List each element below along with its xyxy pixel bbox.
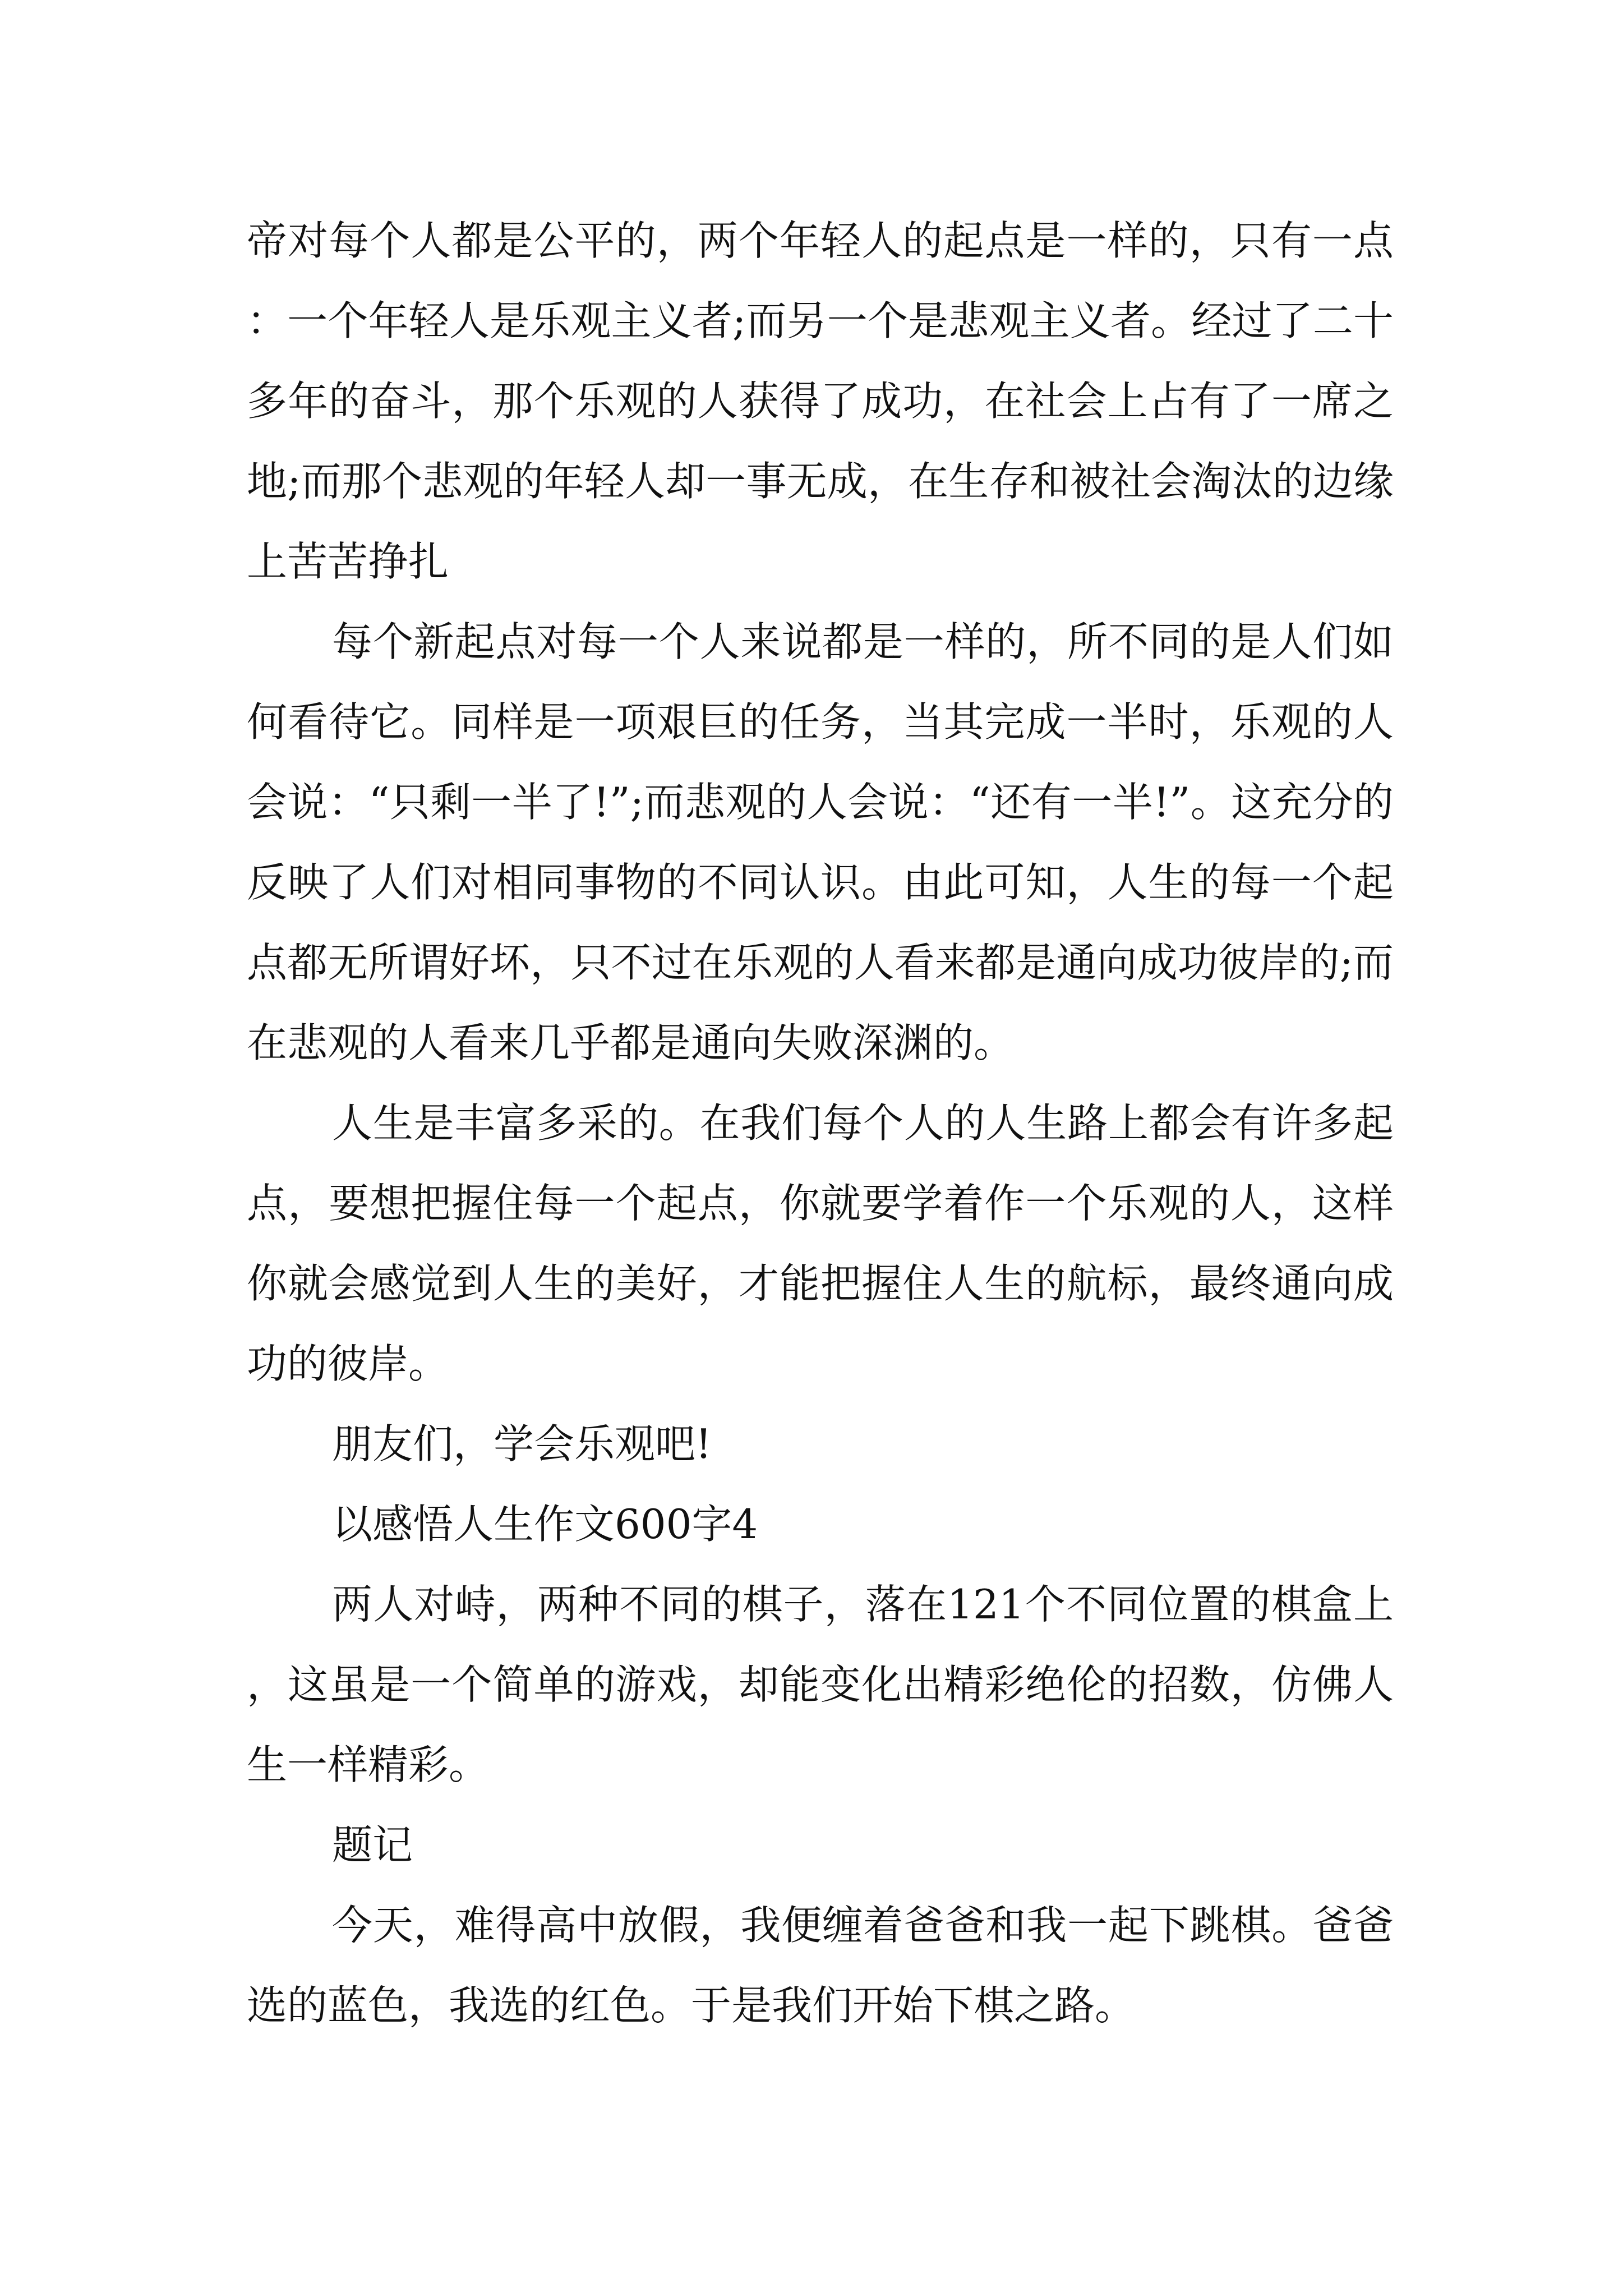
epigraph-label: 题记: [332, 1821, 413, 1869]
paragraph-5: 两人对峙，两种不同的棋子，落在121个不同位置的棋盒上，这虽是一个简单的游戏，却能变化出精彩绝伦的招数，仿佛人生一样精彩。: [247, 1581, 1394, 1788]
paragraph-2: 每个新起点对每一个人来说都是一样的，所不同的是人们如何看待它。同样是一项艰巨的任务，当其完成一半时，乐观的人会说：“只剩一半了!”;而悲观的人会说：“还有一半!”。这充分的反映了人们对相同事物的不同认识。由此可知，人生的每一个起点都无所谓好坏，只不过在乐观的人看来都是通向成功彼岸的;而在悲观的人看来几乎都是通向失败深渊的。: [247, 618, 1394, 1066]
document-body: [247, 201, 1394, 2046]
paragraph-6: 今天，难得高中放假，我便缠着爸爸和我一起下跳棋。爸爸选的蓝色，我选的红色。于是我们开始下棋之路。: [247, 1902, 1394, 2029]
paragraph-1: 帝对每个人都是公平的，两个年轻人的起点是一样的，只有一点：一个年轻人是乐观主义者;而另一个是悲观主义者。经过了二十多年的奋斗，那个乐观的人获得了成功，在社会上占有了一席之地;而那个悲观的年轻人却一事无成，在生存和被社会淘汰的边缘上苦苦挣扎: [247, 217, 1394, 585]
section-heading: 以感悟人生作文600字4: [332, 1501, 758, 1548]
paragraph-4: 朋友们，学会乐观吧!: [332, 1420, 712, 1467]
paragraph-3: 人生是丰富多采的。在我们每个人的人生路上都会有许多起点，要想把握住每一个起点，你就要学着作一个乐观的人，这样你就会感觉到人生的美好，才能把握住人生的航标，最终通向成功的彼岸。: [247, 1099, 1394, 1387]
